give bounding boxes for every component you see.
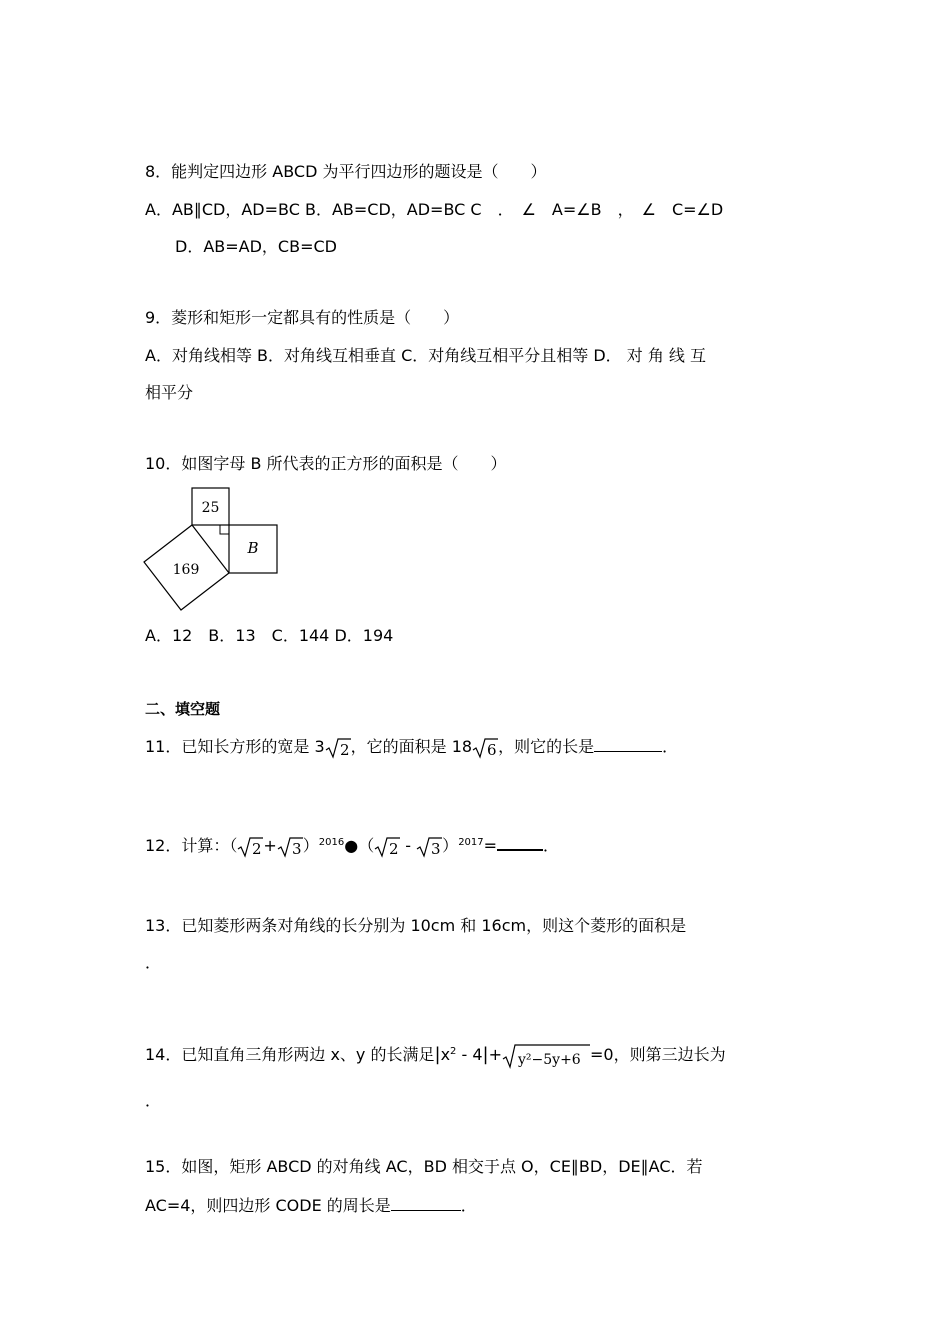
q9-options-line2: 相平分 <box>145 383 194 402</box>
right-angle-mark <box>220 525 229 534</box>
answer-blank-11[interactable] <box>594 735 662 752</box>
q14-line2: ． <box>145 1091 162 1110</box>
q10-options: A．12 B．13 C．144 D．194 <box>145 626 394 645</box>
sqrt-3-symbol <box>416 836 442 858</box>
q10-figure <box>140 484 285 614</box>
svg-text:y²−5y+6: y²−5y+6 <box>518 1051 581 1068</box>
svg-text:6: 6 <box>487 740 497 759</box>
q9-options-line1: A．对角线相等 B．对角线互相垂直 C．对角线互相平分且相等 D． 对 角 线 互 <box>145 346 707 365</box>
label-25: 25 <box>201 500 220 516</box>
q8-options-line1: A．AB∥CD，AD=BC B．AB=CD，AD=BC C ． ∠ A=∠B ， ∠ C=∠D <box>145 200 724 219</box>
answer-blank-15[interactable] <box>391 1194 461 1211</box>
answer-blank-12[interactable] <box>497 833 543 851</box>
svg-text:2: 2 <box>389 839 399 858</box>
sqrt-2-symbol <box>325 737 351 759</box>
q13-line2: ． <box>145 953 162 972</box>
q11-line: 11．已知长方形的宽是 3 2 ，它的面积是 18 6 ，则它的长是 ． <box>145 737 679 759</box>
q15-line2: AC=4，则四边形 CODE 的周长是 ． <box>145 1196 477 1215</box>
q12-line: 12．计算：（ 2 + 3 ）$^{2016}$●（ 2 - 3 ）$^{2017}$= ． <box>145 832 559 858</box>
q10-stem: 10．如图字母 B 所代表的正方形的面积是（ ） <box>145 454 507 473</box>
label-b: B <box>247 539 259 557</box>
q13-line1: 13．已知菱形两条对角线的长分别为 10cm 和 16cm，则这个菱形的面积是 <box>145 916 687 935</box>
svg-text:2: 2 <box>339 740 350 759</box>
q8-stem: 8．能判定四边形 ABCD 为平行四边形的题设是（ ） <box>145 162 547 181</box>
q9-stem: 9．菱形和矩形一定都具有的性质是（ ） <box>145 308 460 327</box>
q14-line1: 14．已知直角三角形两边 x、y 的长满足$|x^2 - 4|+$ y²−5y+6 =0，则第三边长为 <box>145 1044 726 1068</box>
label-169: 169 <box>172 562 200 578</box>
svg-text:3: 3 <box>431 839 441 858</box>
sqrt-2-symbol <box>237 836 263 858</box>
sqrt-3-symbol <box>277 836 303 858</box>
sqrt-6-symbol <box>472 737 498 759</box>
section-heading: 二、填空题 <box>145 700 221 718</box>
sqrt-quadratic-symbol <box>502 1043 590 1069</box>
q15-line1: 15．如图，矩形 ABCD 的对角线 AC，BD 相交于点 O，CE∥BD，DE∥AC．若 <box>145 1157 703 1176</box>
svg-text:3: 3 <box>291 839 302 858</box>
svg-text:2: 2 <box>252 839 262 858</box>
sqrt-2-symbol <box>374 836 400 858</box>
q8-options-line2: D．AB=AD，CB=CD <box>175 237 337 256</box>
